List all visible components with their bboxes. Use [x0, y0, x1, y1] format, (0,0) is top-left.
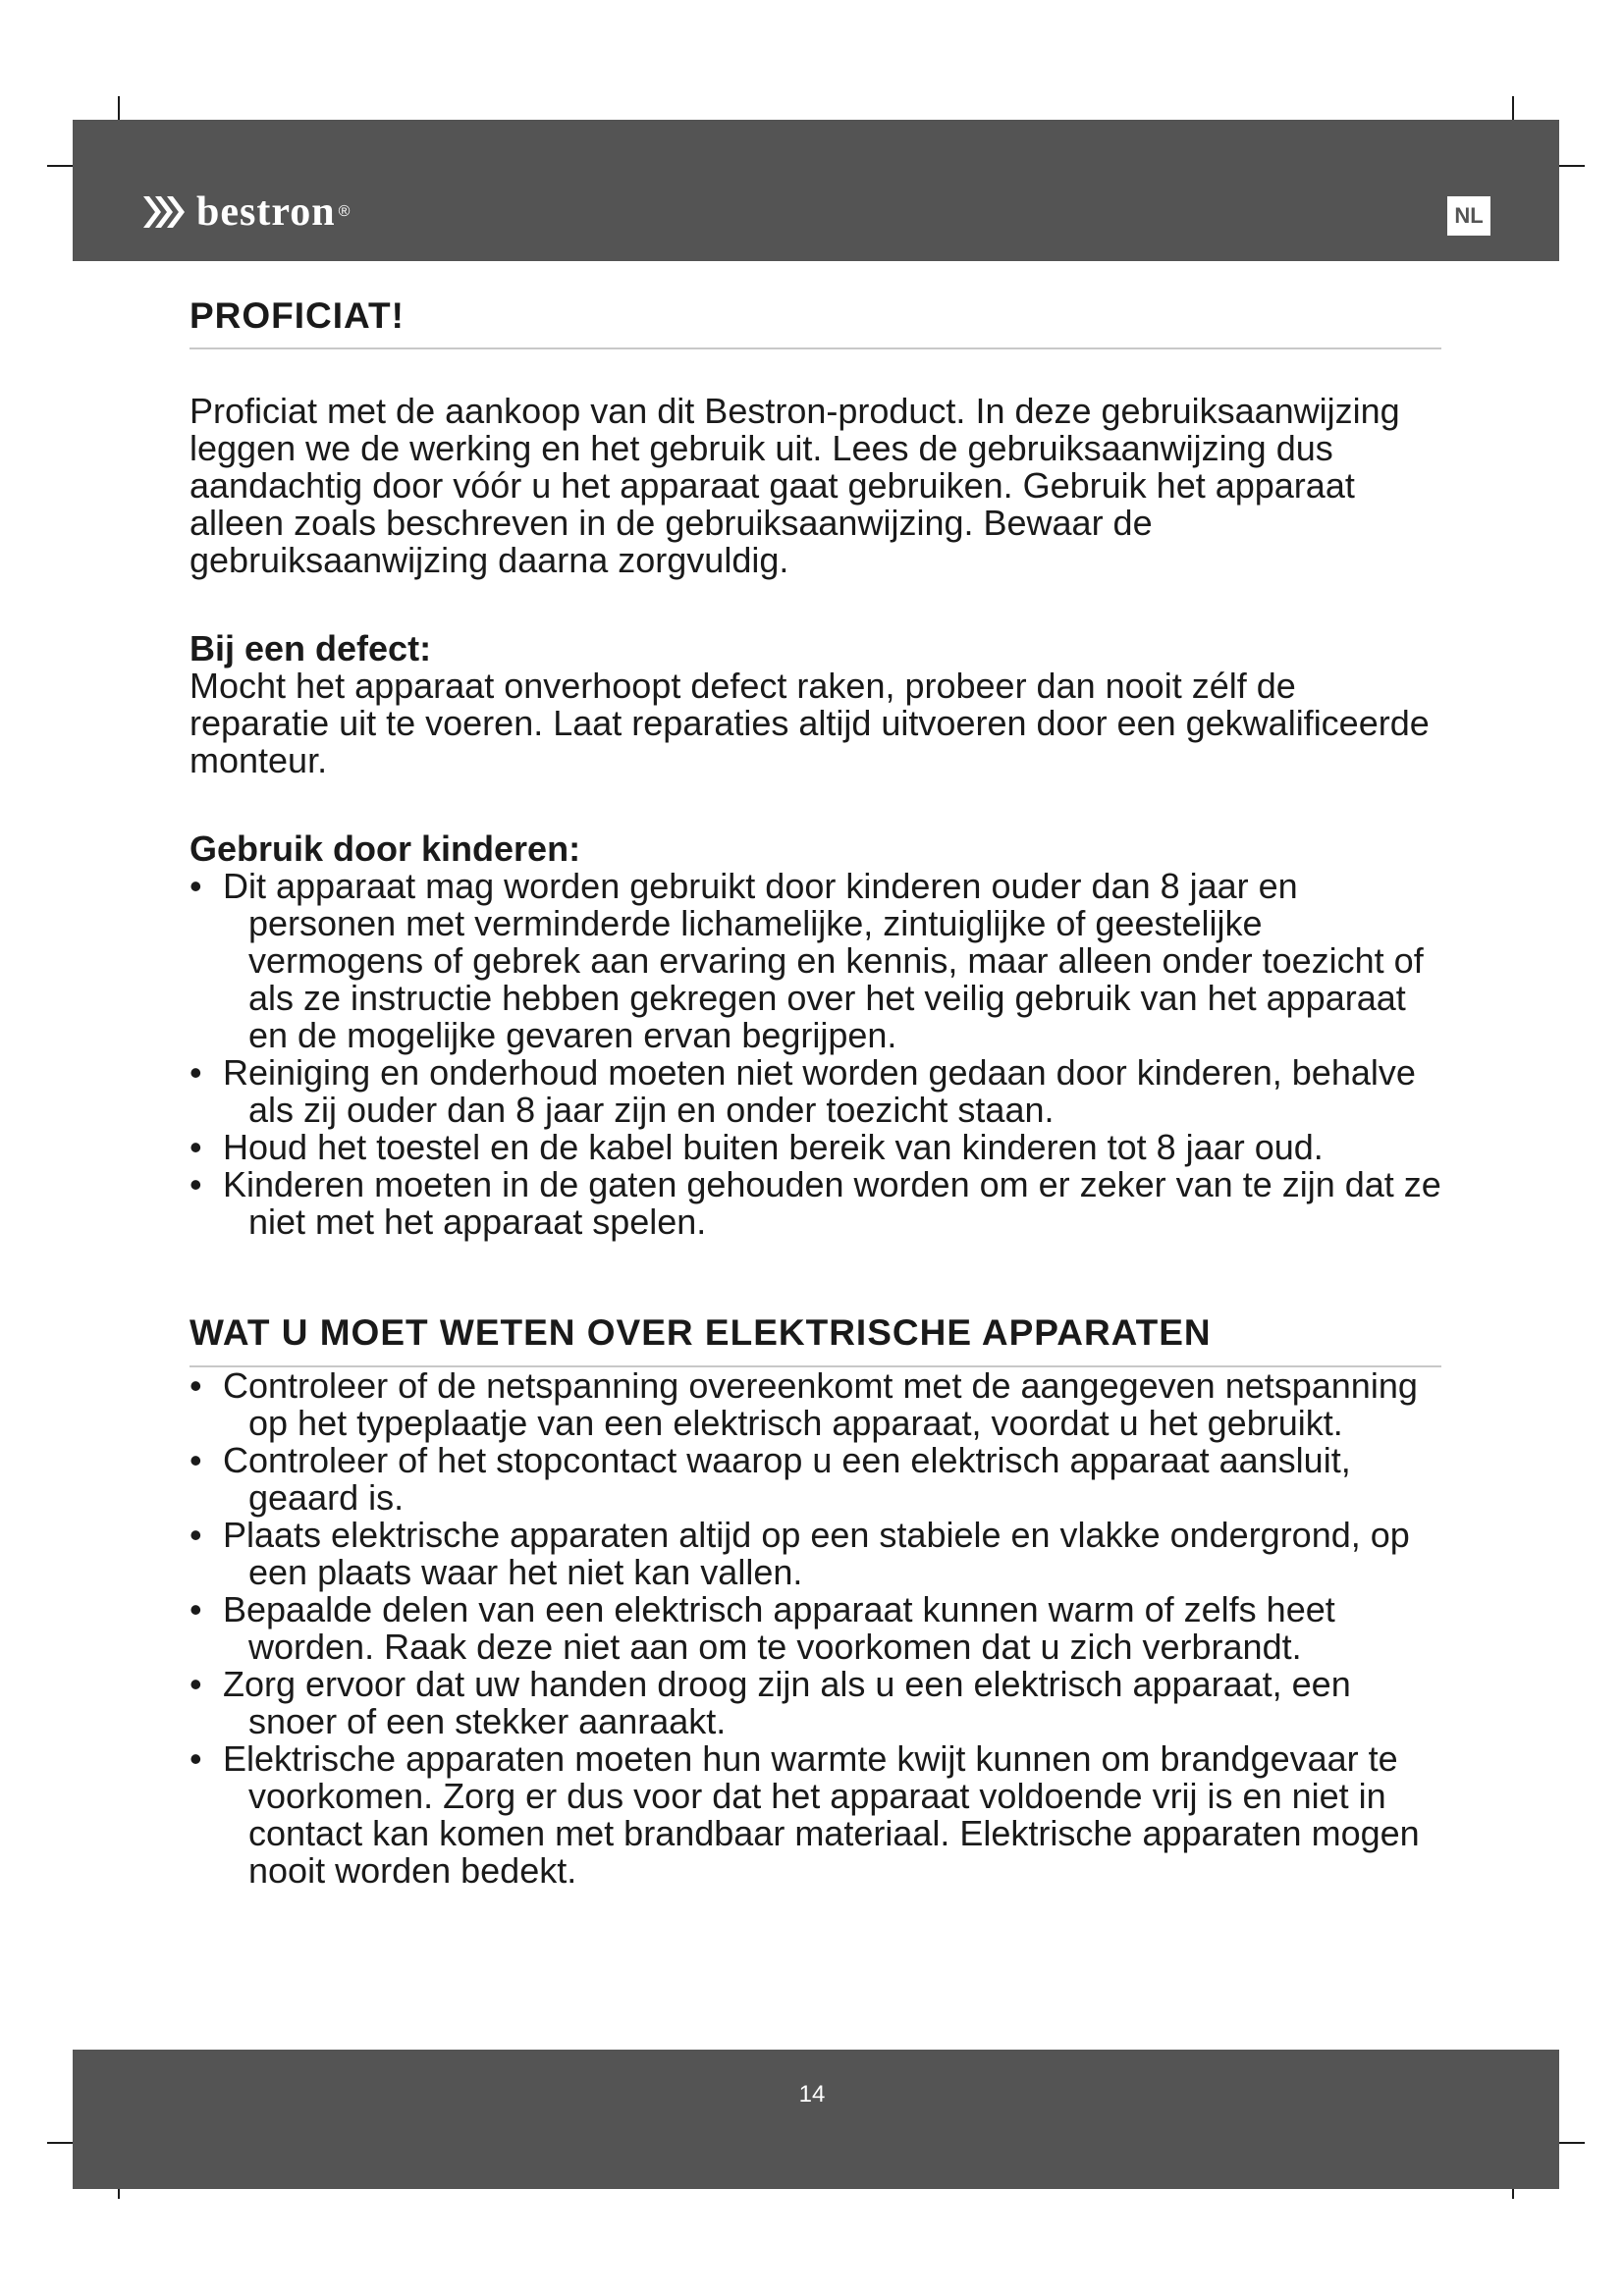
page-number: 14	[798, 2081, 826, 2108]
registered-mark: ®	[338, 203, 351, 220]
electrical-list	[189, 1364, 1441, 1891]
list-item: • Elektrische apparaten moeten hun warmte kwijt kunnen om brandgevaar te voorkomen. Zorg er dus voor dat het apparaat voldoende vrij is en niet in contact kan komen met brandbaar materiaal. Elektrische apparaten mogen nooit worden bedekt.	[189, 1740, 1441, 1890]
kids-list	[189, 868, 1441, 1241]
list-item: • Bepaalde delen van een elektrisch apparaat kunnen warm of zelfs heet worden. Raak deze niet aan om te voorkomen dat u zich verbrandt.	[189, 1591, 1441, 1666]
defect-heading: Bij een defect:	[189, 628, 432, 669]
intro-paragraph: Proficiat met de aankoop van dit Bestron-product. In deze gebruiksaanwijzing leggen we de werking en het gebruik uit. Lees de gebruiksaanwijzing dus aandachtig door vóór u het apparaat gaat gebruiken. Gebruik het apparaat alleen zoals beschreven in de gebruiksaanwijzing. Bewaar de gebruiksaanwijzing daarna zorgvuldig.	[189, 391, 1400, 581]
list-item: • Plaats elektrische apparaten altijd op een stabiele en vlakke ondergrond, op een plaats waar het niet kan vallen.	[189, 1517, 1441, 1591]
brand-name: bestron	[196, 189, 336, 235]
kids-heading: Gebruik door kinderen:	[189, 828, 581, 870]
list-item: • Reiniging en onderhoud moeten niet worden gedaan door kinderen, behalve als zij ouder dan 8 jaar zijn en onder toezicht staan.	[189, 1054, 1441, 1129]
list-item: • Dit apparaat mag worden gebruikt door kinderen ouder dan 8 jaar en personen met verminderde lichamelijke, zintuiglijke of geestelijke vermogens of gebrek aan ervaring en kennis, maar alleen onder toezicht of als ze instructie hebben gekregen over het veilig gebruik van het apparaat en de mogelijke gevaren ervan begrijpen.	[189, 868, 1441, 1054]
logo-chevron-icon	[141, 192, 187, 232]
list-item: • Kinderen moeten in de gaten gehouden worden om er zeker van te zijn dat ze niet met het apparaat spelen.	[189, 1166, 1441, 1241]
list-item: • Houd het toestel en de kabel buiten bereik van kinderen tot 8 jaar oud.	[189, 1129, 1441, 1166]
section-title-congrats: PROFICIAT!	[189, 294, 1441, 349]
list-item: • Controleer of de netspanning overeenkomt met de aangegeven netspanning op het typeplaatje van een elektrisch apparaat, voordat u het gebruikt.	[189, 1367, 1441, 1442]
brand-logo	[141, 183, 350, 241]
defect-paragraph: Mocht het apparaat onverhoopt defect raken, probeer dan nooit zélf de reparatie uit te voeren. Laat reparaties altijd uitvoeren door een gekwalificeerde monteur.	[189, 666, 1430, 781]
section-title-electrical: WAT U MOET WETEN OVER ELEKTRISCHE APPARATEN	[189, 1311, 1441, 1366]
footer-bar	[73, 2050, 1559, 2189]
language-badge: NL	[1447, 196, 1490, 236]
list-item: • Controleer of het stopcontact waarop u een elektrisch apparaat aansluit, geaard is.	[189, 1442, 1441, 1517]
list-item: • Zorg ervoor dat uw handen droog zijn als u een elektrisch apparaat, een snoer of een stekker aanraakt.	[189, 1666, 1441, 1740]
page-content	[189, 294, 1441, 1890]
